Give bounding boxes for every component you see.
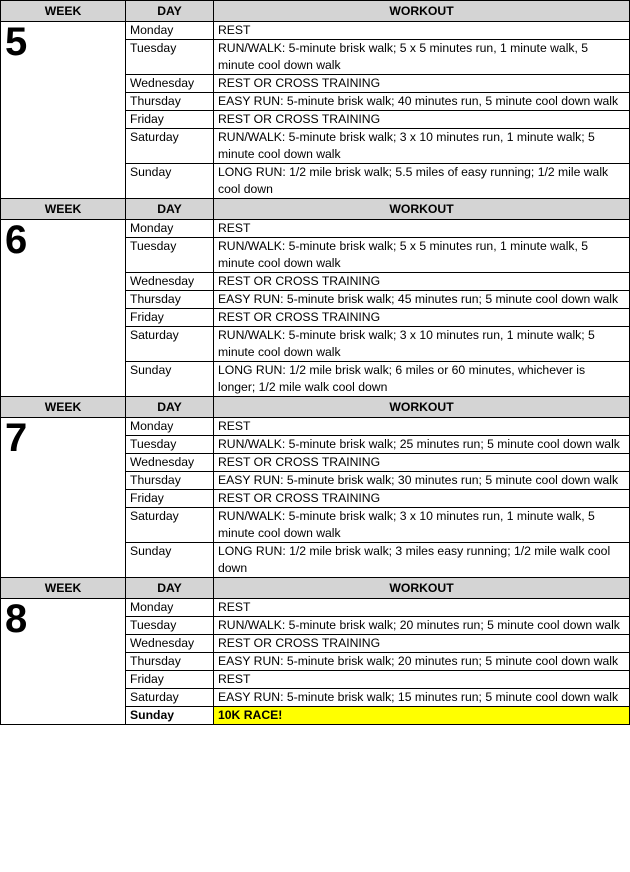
workout-cell: RUN/WALK: 5-minute brisk walk; 3 x 10 minutes run, 1 minute walk; 5 minute cool down walk [214, 129, 630, 164]
workout-column-header: WORKOUT [214, 397, 630, 418]
race-day-cell: 10K RACE! [214, 707, 630, 725]
day-cell: Wednesday [126, 635, 214, 653]
week-number: 8 [1, 599, 126, 725]
workout-cell: EASY RUN: 5-minute brisk walk; 20 minutes run; 5 minute cool down walk [214, 653, 630, 671]
workout-cell: REST OR CROSS TRAINING [214, 273, 630, 291]
day-cell: Tuesday [126, 40, 214, 75]
day-cell: Thursday [126, 653, 214, 671]
week-column-header: WEEK [1, 1, 126, 22]
day-cell: Sunday [126, 543, 214, 578]
workout-column-header: WORKOUT [214, 578, 630, 599]
workout-column-header: WORKOUT [214, 1, 630, 22]
day-cell: Monday [126, 220, 214, 238]
day-cell: Friday [126, 309, 214, 327]
workout-cell: RUN/WALK: 5-minute brisk walk; 20 minutes run; 5 minute cool down walk [214, 617, 630, 635]
workout-cell: EASY RUN: 5-minute brisk walk; 15 minutes run; 5 minute cool down walk [214, 689, 630, 707]
day-cell: Monday [126, 599, 214, 617]
workout-cell: RUN/WALK: 5-minute brisk walk; 3 x 10 minutes run, 1 minute walk; 5 minute cool down walk [214, 327, 630, 362]
week-column-header: WEEK [1, 199, 126, 220]
workout-cell: REST [214, 599, 630, 617]
workout-cell: REST OR CROSS TRAINING [214, 490, 630, 508]
day-cell: Friday [126, 490, 214, 508]
workout-cell: REST [214, 22, 630, 40]
day-cell: Saturday [126, 689, 214, 707]
week-header-row [1, 578, 630, 599]
week-column-header: WEEK [1, 397, 126, 418]
day-cell: Wednesday [126, 454, 214, 472]
workout-cell: REST OR CROSS TRAINING [214, 75, 630, 93]
day-column-header: DAY [126, 199, 214, 220]
day-cell: Sunday [126, 164, 214, 199]
workout-cell: EASY RUN: 5-minute brisk walk; 40 minutes run, 5 minute cool down walk [214, 93, 630, 111]
day-cell: Saturday [126, 129, 214, 164]
workout-cell: REST OR CROSS TRAINING [214, 111, 630, 129]
week-column-header: WEEK [1, 578, 126, 599]
day-cell: Wednesday [126, 75, 214, 93]
day-column-header: DAY [126, 1, 214, 22]
day-cell: Tuesday [126, 617, 214, 635]
workout-cell: REST OR CROSS TRAINING [214, 309, 630, 327]
workout-cell: RUN/WALK: 5-minute brisk walk; 5 x 5 minutes run, 1 minute walk, 5 minute cool down walk [214, 238, 630, 273]
workout-cell: REST OR CROSS TRAINING [214, 454, 630, 472]
week-number: 5 [1, 22, 126, 199]
week-header-row [1, 199, 630, 220]
workout-cell: EASY RUN: 5-minute brisk walk; 30 minutes run; 5 minute cool down walk [214, 472, 630, 490]
day-cell: Thursday [126, 93, 214, 111]
table-row [1, 599, 630, 617]
day-cell: Tuesday [126, 238, 214, 273]
week-header-row [1, 397, 630, 418]
day-cell: Monday [126, 418, 214, 436]
workout-cell: LONG RUN: 1/2 mile brisk walk; 6 miles or 60 minutes, whichever is longer; 1/2 mile walk cool down [214, 362, 630, 397]
workout-cell: LONG RUN: 1/2 mile brisk walk; 5.5 miles of easy running; 1/2 mile walk cool down [214, 164, 630, 199]
workout-cell: RUN/WALK: 5-minute brisk walk; 5 x 5 minutes run, 1 minute walk, 5 minute cool down walk [214, 40, 630, 75]
day-column-header: DAY [126, 397, 214, 418]
day-cell: Monday [126, 22, 214, 40]
table-row [1, 220, 630, 238]
day-cell: Tuesday [126, 436, 214, 454]
day-column-header: DAY [126, 578, 214, 599]
workout-cell: RUN/WALK: 5-minute brisk walk; 3 x 10 minutes run, 1 minute walk, 5 minute cool down walk [214, 508, 630, 543]
table-row [1, 418, 630, 436]
training-plan-body [1, 1, 630, 725]
day-cell: Thursday [126, 472, 214, 490]
table-row [1, 22, 630, 40]
day-cell: Wednesday [126, 273, 214, 291]
day-cell: Saturday [126, 508, 214, 543]
day-cell: Sunday [126, 707, 214, 725]
week-header-row [1, 1, 630, 22]
workout-cell: REST [214, 220, 630, 238]
week-number: 6 [1, 220, 126, 397]
day-cell: Thursday [126, 291, 214, 309]
workout-cell: REST OR CROSS TRAINING [214, 635, 630, 653]
workout-cell: RUN/WALK: 5-minute brisk walk; 25 minutes run; 5 minute cool down walk [214, 436, 630, 454]
day-cell: Sunday [126, 362, 214, 397]
workout-cell: LONG RUN: 1/2 mile brisk walk; 3 miles easy running; 1/2 mile walk cool down [214, 543, 630, 578]
day-cell: Friday [126, 111, 214, 129]
workout-column-header: WORKOUT [214, 199, 630, 220]
week-number: 7 [1, 418, 126, 578]
day-cell: Friday [126, 671, 214, 689]
day-cell: Saturday [126, 327, 214, 362]
workout-cell: REST [214, 671, 630, 689]
workout-cell: REST [214, 418, 630, 436]
workout-cell: EASY RUN: 5-minute brisk walk; 45 minutes run; 5 minute cool down walk [214, 291, 630, 309]
